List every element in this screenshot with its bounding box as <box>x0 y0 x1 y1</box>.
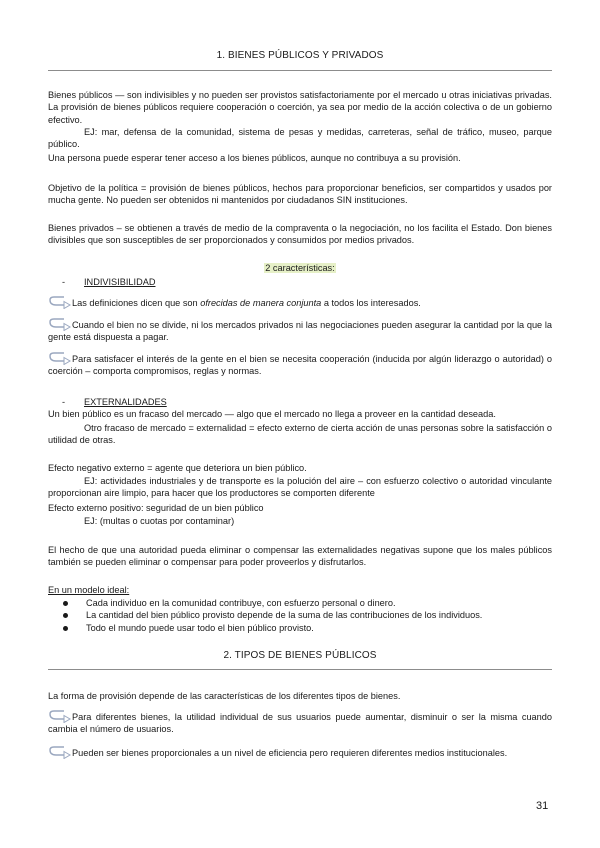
indivisibility-label: INDIVISIBILIDAD <box>84 277 156 287</box>
curved-arrow-icon <box>48 710 72 723</box>
externalities-summary: El hecho de que una autoridad pueda eliminar o compensar las externalidades negativas supone que los males públicos también se pueden eliminar o compensar para poder proveerlos y disfrutarlos. <box>48 545 552 568</box>
point-text: Para diferentes bienes, la utilidad individual de sus usuarios puede aumentar, disminuir o ser la misma cuando cambia el número de usuarios. <box>48 712 552 735</box>
negative-externality-example: EJ: actividades industriales y de transporte es la polución del aire – con esfuerzo colectivo o autoridad vinculante proporcionan aire limpio, para hacer que los productores se comporten diferente <box>48 476 552 499</box>
point-text: Para satisfacer el interés de la gente en el bien se necesita cooperación (inducida por algún liderazgo o autoridad) o coerción – comporta compromisos, reglas y normas. <box>48 354 552 377</box>
characteristics-heading <box>48 262 552 274</box>
externalities-label: EXTERNALIDADES <box>84 397 167 407</box>
dash-marker: - <box>62 277 66 287</box>
list-item-text: La cantidad del bien público provisto depende de la suma de las contribuciones de los individuos. <box>86 610 483 621</box>
externality-definition: Otro fracaso de mercado = externalidad = efecto externo de cierta acción de unas personas sobre la satisfacción o utilidad de otras. <box>48 423 552 446</box>
list-item <box>58 622 552 634</box>
section-divider <box>48 70 552 71</box>
section-divider <box>48 669 552 670</box>
positive-externality: Efecto externo positivo: seguridad de un bien público <box>48 503 264 513</box>
public-goods-example: EJ: mar, defensa de la comunidad, sistema de pesas y medidas, carreteras, señal de tráfico, museo, parque público. <box>48 127 552 150</box>
types-point-2 <box>48 746 552 759</box>
bullet-icon <box>63 626 68 631</box>
section-title: 1. BIENES PÚBLICOS Y PRIVADOS <box>216 50 384 61</box>
provision-intro: La forma de provisión depende de las características de los diferentes tipos de bienes. <box>48 691 401 701</box>
list-item <box>58 597 552 609</box>
indivisibility-point-1 <box>48 296 552 309</box>
list-item <box>58 609 552 621</box>
ideal-model-heading-text: En un modelo ideal: <box>48 585 130 595</box>
curved-arrow-icon <box>48 746 72 759</box>
indivisibility-heading <box>62 276 155 288</box>
point-emphasis: ofrecidas de manera conjunta <box>200 298 322 308</box>
point-text: Pueden ser bienes proporcionales a un nivel de eficiencia pero requieren diferentes medios institucionales. <box>72 748 508 758</box>
bullet-icon <box>63 601 68 606</box>
curved-arrow-icon <box>48 352 72 365</box>
bullet-icon <box>63 613 68 618</box>
section-title: 2. TIPOS DE BIENES PÚBLICOS <box>223 650 377 661</box>
point-text-end: a todos los interesados. <box>321 298 421 308</box>
curved-arrow-icon <box>48 318 72 331</box>
curved-arrow-icon <box>48 296 72 309</box>
list-item-text: Cada individuo en la comunidad contribuye, con esfuerzo personal o dinero. <box>86 598 396 608</box>
characteristics-heading-text: 2 características: <box>265 263 335 273</box>
ideal-model-heading <box>48 584 552 596</box>
ideal-model-list <box>58 597 552 634</box>
indivisibility-point-2 <box>48 318 552 344</box>
types-point-1 <box>48 710 552 736</box>
policy-objective-paragraph: Objetivo de la política = provisión de bienes públicos, hechos para proporcionar beneficios, ser compartidos y usados por mucha gente. No pueden ser obtenidos ni mantenidos por ciudadanos SIN instituciones. <box>48 183 552 206</box>
point-text: Las definiciones dicen que son <box>72 298 201 308</box>
list-item-text: Todo el mundo puede usar todo el bien público provisto. <box>86 622 314 633</box>
market-failure-line: Un bien público es un fracaso del mercado — algo que el mercado no llega a proveer en la cantidad deseada. <box>48 409 496 419</box>
public-goods-paragraph: Bienes públicos — son indivisibles y no pueden ser provistos satisfactoriamente por el mercado u otras iniciativas privadas. La provisión de bienes públicos requiere cooperación o coerción, ya sea por medio de la acción colectiva o de un gobierno efectivo. <box>48 90 552 125</box>
public-goods-access: Una persona puede esperar tener acceso a los bienes públicos, aunque no contribuya a su provisión. <box>48 153 461 163</box>
dash-marker: - <box>62 397 66 407</box>
point-text: Cuando el bien no se divide, ni los mercados privados ni las negociaciones pueden asegurar la cantidad por la que la gente está dispuesta a pagar. <box>48 320 552 343</box>
externalities-heading <box>62 396 167 408</box>
positive-externality-example: EJ: (multas o cuotas por contaminar) <box>84 516 235 526</box>
page-number: 31 <box>536 800 549 812</box>
negative-externality: Efecto negativo externo = agente que deteriora un bien público. <box>48 463 307 473</box>
private-goods-paragraph: Bienes privados – se obtienen a través de medio de la compraventa o la negociación, no los facilita el Estado. Don bienes divisibles que son susceptibles de ser proporcionados y consumidos por medios privados. <box>48 223 552 246</box>
indivisibility-point-3 <box>48 352 552 378</box>
